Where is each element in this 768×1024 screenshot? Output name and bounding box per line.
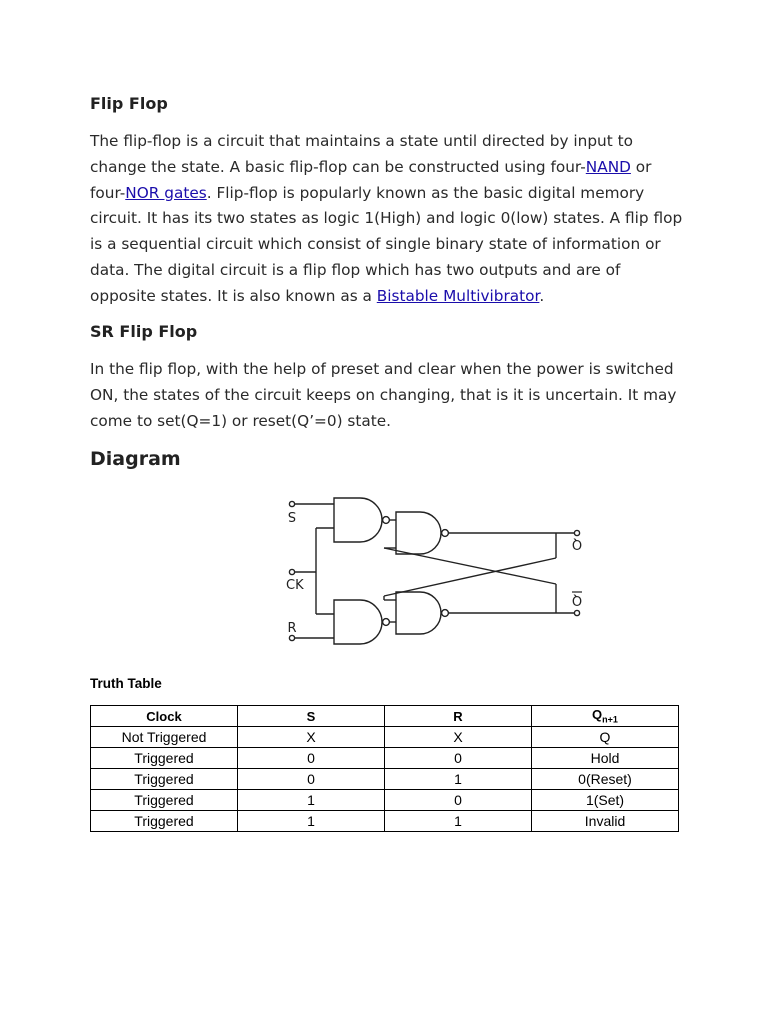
diagram-labels	[286, 508, 582, 636]
circuit-lines	[289, 498, 579, 644]
cell-qn1: 0(Reset)	[532, 769, 679, 790]
paragraph-text: .	[539, 286, 545, 305]
cell-clock: Triggered	[91, 790, 238, 811]
header-qn1	[532, 706, 679, 727]
r-terminal	[289, 635, 294, 640]
table-header-row	[91, 706, 679, 727]
header-r: R	[385, 706, 532, 727]
header-s: S	[238, 706, 385, 727]
table-row	[91, 748, 679, 769]
sr-flip-flop-diagram	[280, 488, 600, 648]
r-label: R	[287, 621, 297, 636]
nand-link[interactable]: NAND	[585, 157, 631, 176]
cell-clock: Triggered	[91, 811, 238, 832]
paragraph-text: . Flip-flop is popularly known as the basic digital memory circuit. It has its two states as logic 1(High) and logic 0(low) states. A flip flop is a sequential circuit which consist of single binary state of information or data. The digital circuit is a flip flop which has two outputs and are of opposite states. It is also known as a	[90, 183, 683, 305]
paragraph-text: The flip-flop is a circuit that maintains a state until directed by input to change the state. A basic flip-flop can be constructed using four-	[90, 132, 633, 176]
table-row	[91, 769, 679, 790]
cell-s: 0	[238, 748, 385, 769]
table-row	[91, 790, 679, 811]
q-label: Q	[571, 536, 583, 551]
cell-clock: Triggered	[91, 769, 238, 790]
ck-label: CK	[286, 578, 304, 593]
qbar-terminal	[574, 610, 579, 615]
cell-r: 0	[385, 790, 532, 811]
s-terminal	[289, 501, 294, 506]
cell-r: 0	[385, 748, 532, 769]
s-label: S	[287, 508, 297, 523]
cell-clock: Not Triggered	[91, 727, 238, 748]
bistable-multivibrator-link[interactable]: Bistable Multivibrator	[376, 286, 540, 305]
cell-qn1: Invalid	[532, 811, 679, 832]
cell-s: 1	[238, 811, 385, 832]
cell-qn1: 1(Set)	[532, 790, 679, 811]
cell-s: X	[238, 727, 385, 748]
sr-flip-flop-paragraph: In the flip flop, with the help of preset and clear when the power is switched ON, the states of the circuit keeps on changing, that is it is uncertain. It may come to set(Q=1) or reset(Q’=0) state.	[90, 360, 677, 430]
paragraph-text: or four-	[90, 157, 652, 202]
cell-s: 0	[238, 769, 385, 790]
cell-qn1: Q	[532, 727, 679, 748]
table-row	[91, 727, 679, 748]
nor-gates-link[interactable]: NOR gates	[125, 183, 207, 202]
truth-table-title: Truth Table	[90, 676, 162, 691]
q-terminal	[574, 530, 579, 535]
header-clock: Clock	[91, 706, 238, 727]
truth-table	[90, 705, 679, 832]
cell-clock: Triggered	[91, 748, 238, 769]
cell-s: 1	[238, 790, 385, 811]
cell-r: 1	[385, 811, 532, 832]
heading-sr-flip-flop: SR Flip Flop	[90, 322, 198, 341]
nand-gate-4	[396, 592, 441, 634]
flip-flop-paragraph	[90, 129, 690, 310]
qbar-label: Q	[571, 592, 583, 607]
header-q-text: Q	[592, 707, 603, 723]
cell-r: X	[385, 727, 532, 748]
nand-gate-1	[334, 498, 382, 542]
cell-qn1: Hold	[532, 748, 679, 769]
heading-flip-flop: Flip Flop	[90, 94, 168, 113]
nand-gate-3	[396, 512, 441, 554]
header-subscript: n+1	[602, 714, 618, 725]
nand-gate-2	[334, 600, 382, 644]
cell-r: 1	[385, 769, 532, 790]
table-row	[91, 811, 679, 832]
heading-diagram: Diagram	[90, 448, 181, 470]
ck-terminal	[289, 569, 294, 574]
